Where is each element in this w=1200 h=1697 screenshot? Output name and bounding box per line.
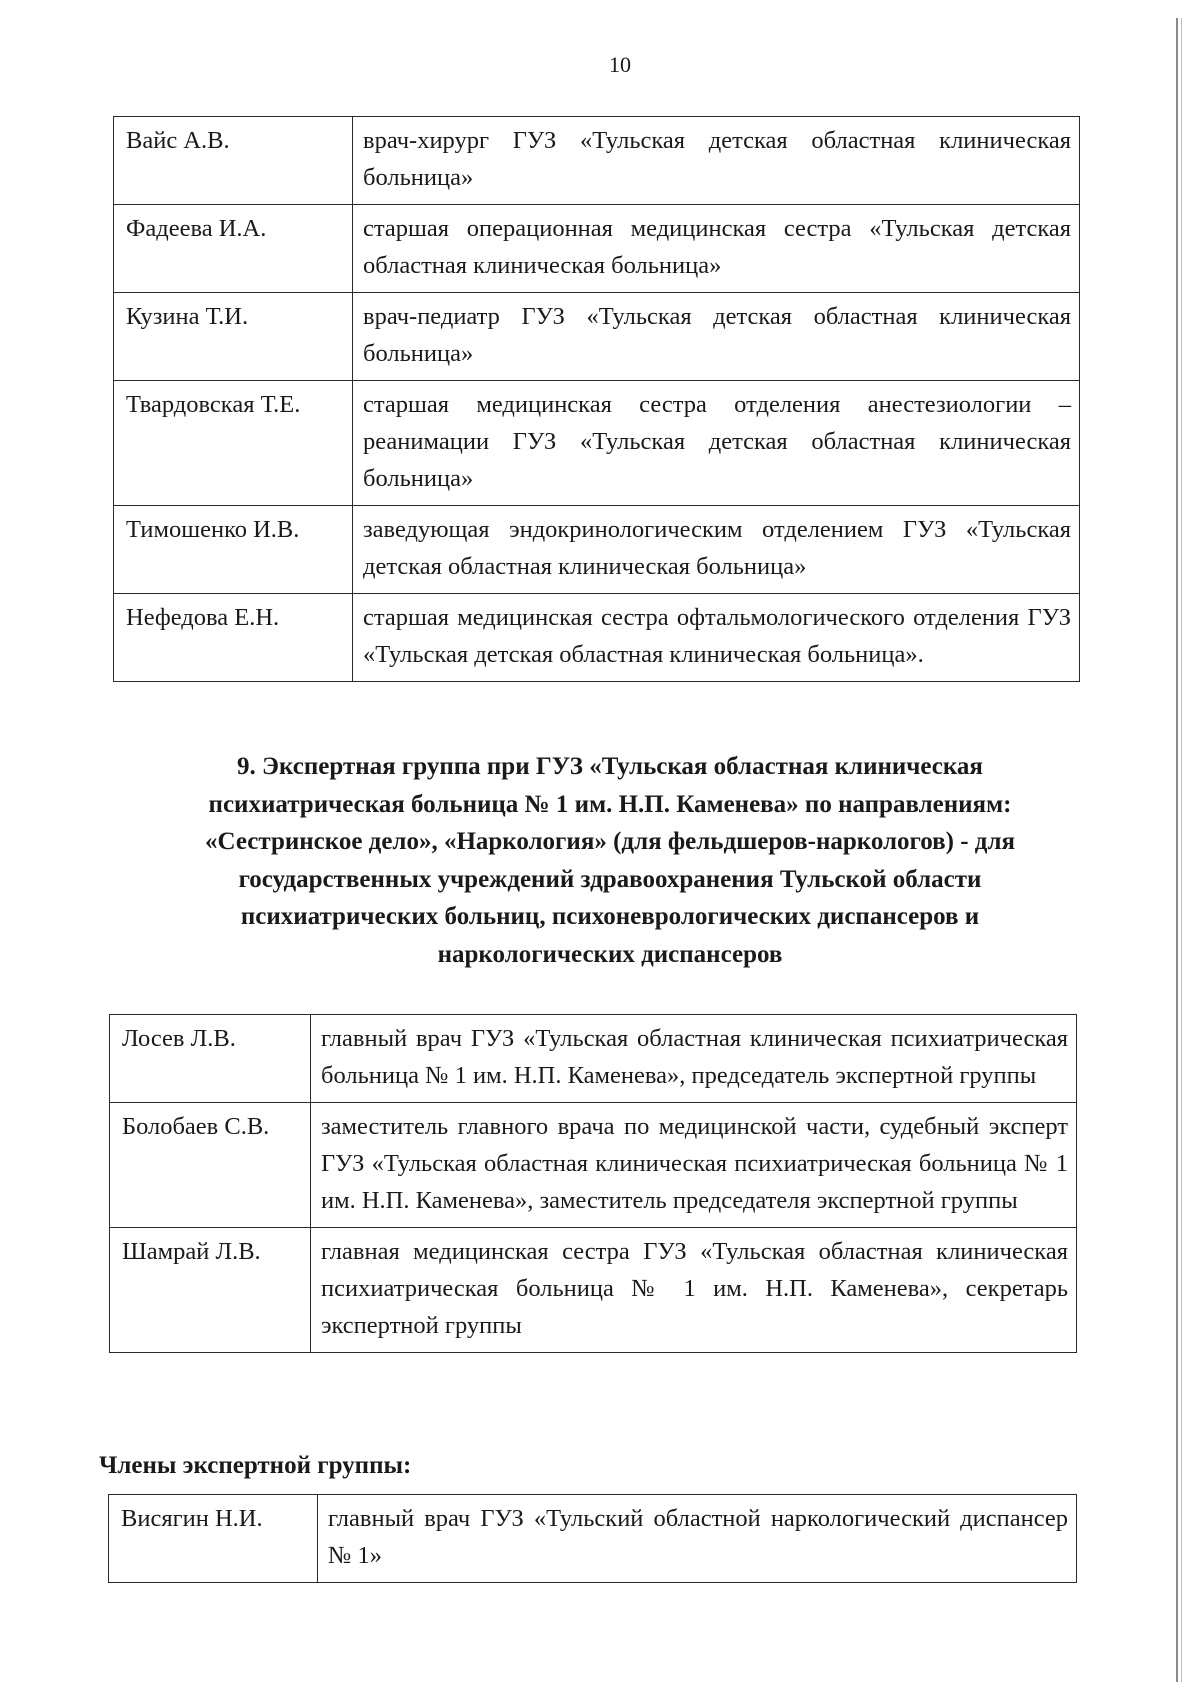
scan-edge-line [1176, 18, 1178, 1682]
expert-group-leadership-table [109, 1014, 1077, 1353]
table-row [109, 1495, 1077, 1583]
table-row [114, 117, 1080, 205]
member-position: старшая медицинская сестра отделения анестезиологии – реанимации ГУЗ «Тульская детская областная клиническая больница» [353, 381, 1080, 506]
member-position: заведующая эндокринологическим отделением ГУЗ «Тульская детская областная клиническая больница» [353, 506, 1080, 594]
member-name: Кузина Т.И. [114, 293, 353, 381]
member-name: Нефедова Е.Н. [114, 594, 353, 682]
member-name: Болобаев С.В. [110, 1103, 311, 1228]
table-row [114, 205, 1080, 293]
member-name: Лосев Л.В. [110, 1015, 311, 1103]
table-row [110, 1103, 1077, 1228]
member-position: врач-хирург ГУЗ «Тульская детская областная клиническая больница» [353, 117, 1080, 205]
table-row [114, 506, 1080, 594]
expert-group-members-table [108, 1494, 1077, 1583]
section-heading: 9. Экспертная группа при ГУЗ «Тульская областная клиническая психиатрическая больница № 1 им. Н.П. Каменева» по направлениям: «Сестринское дело», «Наркология» (для фельдшеров-наркологов) - для государственных учреждений здравоохранения Тульской области психиатрических больниц, психоневрологических диспансеров и наркологических диспансеров [205, 753, 1015, 968]
member-position: заместитель главного врача по медицинской части, судебный эксперт ГУЗ «Тульская областная клиническая психиатрическая больница № 1 им. Н.П. Каменева», заместитель председателя экспертной группы [311, 1103, 1077, 1228]
member-name: Тимошенко И.В. [114, 506, 353, 594]
page-number: 10 [609, 52, 631, 77]
scan-edge-line [1181, 18, 1182, 1682]
member-position: старшая медицинская сестра офтальмологического отделения ГУЗ «Тульская детская областная клиническая больница». [353, 594, 1080, 682]
member-name: Шамрай Л.В. [110, 1228, 311, 1353]
member-position: главный врач ГУЗ «Тульский областной наркологический диспансер № 1» [318, 1495, 1077, 1583]
members-label: Члены экспертной группы: [99, 1452, 412, 1479]
member-name: Вайс А.В. [114, 117, 353, 205]
table-row [114, 594, 1080, 682]
member-name: Твардовская Т.Е. [114, 381, 353, 506]
table-row [114, 293, 1080, 381]
expert-table-previous-section [113, 116, 1080, 682]
member-name: Фадеева И.А. [114, 205, 353, 293]
member-position: старшая операционная медицинская сестра «Тульская детская областная клиническая больница» [353, 205, 1080, 293]
table-row [110, 1228, 1077, 1353]
table-row [110, 1015, 1077, 1103]
member-position: врач-педиатр ГУЗ «Тульская детская областная клиническая больница» [353, 293, 1080, 381]
member-position: главная медицинская сестра ГУЗ «Тульская областная клиническая психиатрическая больница № 1 им. Н.П. Каменева», секретарь экспертной группы [311, 1228, 1077, 1353]
member-name: Висягин Н.И. [109, 1495, 318, 1583]
member-position: главный врач ГУЗ «Тульская областная клиническая психиатрическая больница № 1 им. Н.П. Каменева», председатель экспертной группы [311, 1015, 1077, 1103]
table-row [114, 381, 1080, 506]
